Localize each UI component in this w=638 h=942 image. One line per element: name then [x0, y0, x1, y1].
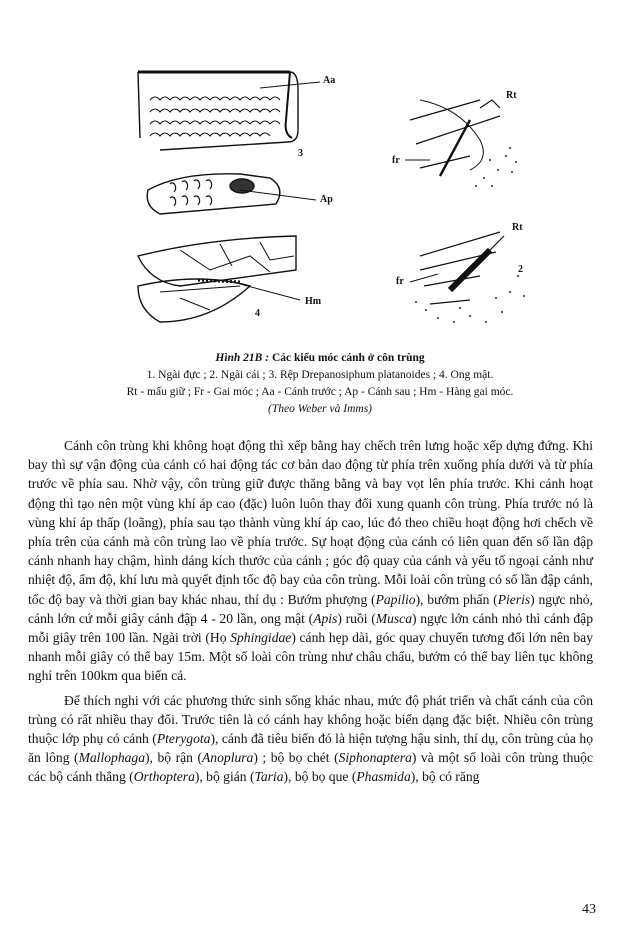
caption-line-2: 1. Ngài đực ; 2. Ngài cái ; 3. Rệp Drepanosiphum platanoides ; 4. Ong mật. [146, 369, 494, 381]
text-run: ) ngực lớn cánh nhỏ thì cánh đập mỗi giây trên 100 lần. Ngài trời (Họ [28, 610, 594, 646]
text-run: Cánh côn trùng khi không hoạt động thì xếp bằng hay chếch trên lưng hoặc xếp dựng đứng. Khi bay thì sự vận động của cánh có hai động tác cơ bản dao động từ phía trên xuống phía dưới và từ phía trước về phía sau. Nhờ vậy, côn trùng giữ được thăng bằng và bay vọt lên phía trước. Khi cánh hoạt động thì tạo nên một vùng khí áp cao (đặc) luôn luôn thay đổi xung quanh côn trùng. Phía trước nó là vùng khí áp thấp (loãng), phía sau tạo thành vùng khí áp cao, lúc đó theo chiều hoạt động hơi chếch về phía trên của cánh mà côn trùng lao về phía trước. Sự hoạt động của cánh có liên quan đến số lần đập cánh nhanh hay chậm, hình dáng kích thước của cánh ; góc độ quay của cánh và yếu tố ngoại cảnh như nhiệt độ, ẩm độ, khí lưu mà quyết định tốc độ bay của côn trùng. Mỗi loài côn trùng có số lần đập cánh, tốc độ bay và thời gian bay khác nhau, thí dụ : Bướm phượng ( [28, 438, 593, 607]
label-fr-1: fr [392, 155, 400, 166]
caption-title-prefix: Hình 21B : [215, 352, 270, 364]
body-text [28, 436, 593, 792]
label-2: 2 [518, 264, 523, 275]
paragraph-1 [28, 436, 593, 686]
label-rt-1: Rt [506, 90, 517, 101]
figure-21b [120, 60, 540, 340]
text-run: ), bộ bọ que ( [283, 769, 357, 785]
text-run: ) ngực nhỏ, cánh lớn cứ mỗi giây cánh đập 4 - 20 lần, ong mật ( [28, 591, 594, 626]
caption-source: (Theo Weber và Imms) [267, 403, 372, 415]
text-run: ) và một số loài côn trùng thuộc các bộ cánh thẳng ( [28, 750, 593, 785]
caption-title [40, 350, 600, 367]
page-number: 43 [582, 902, 596, 917]
label-4: 4 [255, 308, 260, 319]
label-ap: Ap [320, 194, 333, 205]
label-aa: Aa [323, 75, 336, 86]
text-run: ), bộ gián ( [194, 769, 255, 785]
text-run: ), cánh đã tiêu biến đó là hiện tượng hậu sinh, thí dụ, côn trùng của họ ăn lông ( [28, 731, 594, 766]
label-hm: Hm [305, 296, 322, 307]
term-apis: Apis [313, 610, 338, 626]
label-fr-2: fr [396, 276, 404, 287]
term-sphingidae: Sphingidae [230, 630, 292, 646]
text-run: ) ruồi ( [337, 610, 376, 626]
term-papilio: Papilio [375, 591, 416, 607]
caption-line-3: Rt - mấu giữ ; Fr - Gai móc ; Aa - Cánh trước ; Ap - Cánh sau ; Hm - Hàng gai móc. [126, 386, 514, 398]
caption-title-rest: Các kiểu móc cánh ở côn trùng [269, 352, 425, 364]
text-run: ) cánh hẹp dài, góc quay chuyển tương đối lớn nên bay nhanh mỗi giây có thể bay 15m. Một số loài côn trùng như châu chấu, bướm có thể bay liên tục không nghỉ trên 100km qua biển cả. [28, 630, 593, 684]
text-run: ) ; bộ bọ chét ( [253, 750, 339, 766]
term-mallophaga: Mallophaga [78, 750, 146, 766]
text-run: Để thích nghi với các phương thức sinh sống khác nhau, mức độ phát triển và chất cánh của côn trùng có rất nhiều thay đổi. Trước tiên là có cánh hay không hoặc biến dạng đặc biệt. Nhiều côn trùng thuộc lớp phụ có cánh ( [28, 692, 593, 747]
label-3: 3 [298, 148, 303, 159]
term-taria: Taria [254, 769, 284, 785]
paragraph-2 [28, 691, 593, 787]
term-phasmida: Phasmida [356, 769, 411, 785]
term-pterygota: Pterygota [156, 731, 211, 747]
term-siphonaptera: Siphonaptera [338, 750, 412, 766]
text-run: ), bộ rận ( [145, 750, 202, 766]
term-musca: Musca [375, 610, 413, 626]
term-anoplura: Anoplura [202, 750, 254, 766]
term-orthoptera: Orthoptera [133, 769, 195, 785]
text-run: ), bướm phấn ( [415, 591, 498, 607]
figure-caption [40, 350, 600, 418]
label-rt-2: Rt [512, 222, 523, 233]
text-run: ), bộ có răng [410, 769, 480, 785]
term-pieris: Pieris [497, 591, 531, 607]
